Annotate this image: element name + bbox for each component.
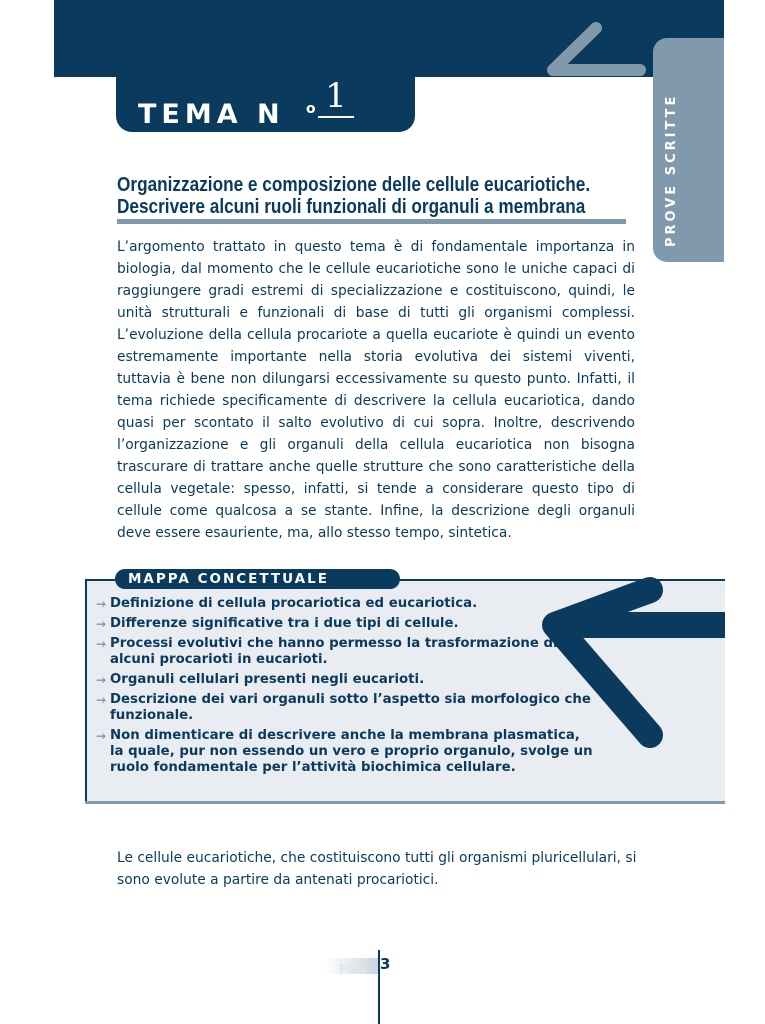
arrow-bullet-icon: → [96,617,107,631]
tema-number: 1 [318,76,354,118]
concept-map-item: → Non dimenticare di descrivere anche la membrana plasmatica, la quale, pur non essendo un vero e proprio organulo, svolge un ruolo fondamentale per l’attività biochimica cellulare. [96,728,593,775]
side-label: PROVE SCRITTE [664,93,679,247]
concept-map-list [96,596,596,780]
concept-map-item: → Definizione di cellula procariotica ed eucariotica. [96,596,478,611]
tema-degree-sign: o [306,101,316,117]
tema-label: TEMA N [138,99,285,130]
arrow-bullet-icon: → [96,729,107,743]
arrow-bullet-icon: → [96,693,107,707]
intro-paragraph: L’argomento trattato in questo tema è di fondamentale importanza in biologia, dal momento che le cellule eucariotiche sono le uniche capaci di raggiungere gradi estremi di specializzazione e costituiscono, quindi, le unità strutturali e funzionali di base di tutti gli organismi complessi. L’evoluzione della cellula procariote a quella eucariote è quindi un evento estremamente importante nella storia evolutiva dei sistemi viventi, tuttavia è bene non dilungarsi eccessivamente su questo punto. Infatti, il tema richiede specificamente di descrivere la cellula eucariotica, dando quasi per scontato il salto evolutivo di cui sopra. Inoltre, descrivendo l’organizzazione e gli organuli della cellula eucariotica non bisogna trascurare di trattare anche quelle strutture che sono caratteristiche della cellula vegetale: spesso, infatti, si tende a considerare questo tipo di cellule come qualcosa a se stante. Infine, la descrizione degli organuli deve essere esauriente, ma, allo stesso tempo, sintetica. [117,239,635,541]
arrow-bullet-icon: → [96,597,107,611]
title-line-2: Descrivere alcuni ruoli funzionali di organuli a membrana [117,196,586,218]
concept-map-heading: MAPPA CONCETTUALE [115,569,400,589]
concept-map-item: → Differenze significative tra i due tipi di cellule. [96,616,459,631]
title-line-1: Organizzazione e composizione delle cellule eucariotiche. [117,174,591,196]
closing-paragraph: Le cellule eucariotiche, che costituiscono tutti gli organismi pluricellulari, si sono evolute a partire da antenati procariotici. [117,850,637,888]
arrow-bullet-icon: → [96,673,107,687]
page-number: 3 [380,955,391,973]
page-label-faded: PAG [325,958,380,974]
concept-map-item: → Descrizione dei vari organuli sotto l’aspetto sia morfologico che funzionale. [96,692,591,723]
arrow-bullet-icon: → [96,637,107,651]
concept-map-item: → Processi evolutivi che hanno permesso la trasformazione di alcuni procarioti in eucarioti. [96,636,558,667]
concept-map-item: → Organuli cellulari presenti negli eucarioti. [96,672,425,687]
